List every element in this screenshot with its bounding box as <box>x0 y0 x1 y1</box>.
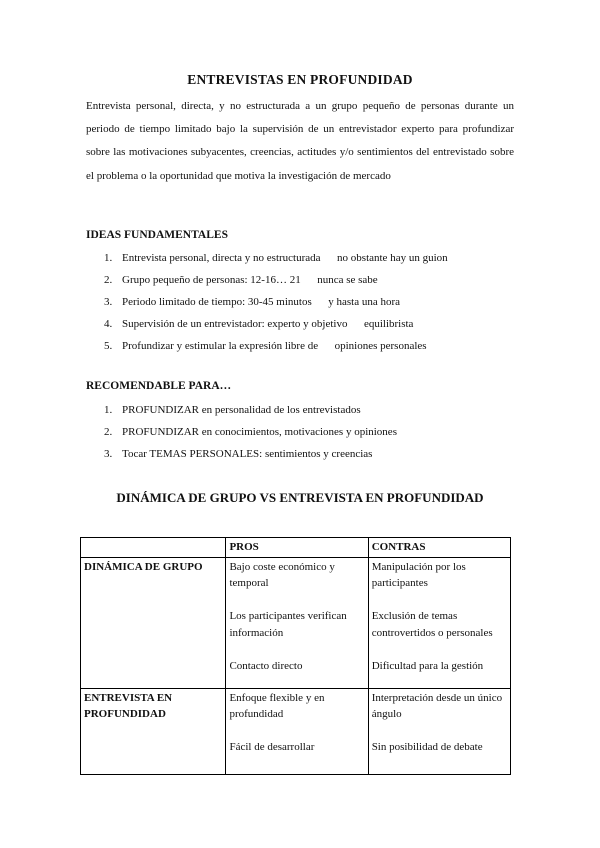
pros-cell <box>226 557 368 688</box>
list-item <box>86 269 448 291</box>
list-item-number: 3. <box>104 448 113 460</box>
contras-header: CONTRAS <box>368 538 510 558</box>
list-item-number: 2. <box>104 426 113 438</box>
list-item-number: 1. <box>104 252 113 264</box>
contras-item: Dificultad para la gestión <box>371 659 484 672</box>
row-label: DINÁMICA DE GRUPO <box>81 557 226 688</box>
contras-item: Exclusión de temas controvertidos o personales <box>371 610 493 639</box>
pros-item: Enfoque flexible y en profundidad <box>229 691 325 720</box>
recomendable-list <box>86 399 397 465</box>
list-item-text: Grupo pequeño de personas: 12-16… 21 nunca se sabe <box>122 274 378 286</box>
list-item-number: 5. <box>104 340 113 352</box>
contras-item: Interpretación desde un único ángulo <box>371 691 503 720</box>
pros-cell <box>226 688 368 774</box>
contras-item: Sin posibilidad de debate <box>371 741 483 753</box>
ideas-heading: IDEAS FUNDAMENTALES <box>86 229 228 241</box>
list-item <box>86 247 448 269</box>
contras-cell <box>368 557 510 688</box>
table-row <box>81 688 511 774</box>
list-item-number: 1. <box>104 404 113 416</box>
pros-item: Bajo coste económico y temporal <box>229 560 335 589</box>
list-item-text: Periodo limitado de tiempo: 30-45 minutos y hasta una hora <box>122 296 401 308</box>
list-item <box>86 335 448 357</box>
list-item-text: Entrevista personal, directa y no estructurada no obstante hay un guion <box>122 252 448 264</box>
comparison-title: DINÁMICA DE GRUPO VS ENTREVISTA EN PROFUNDIDAD <box>116 490 484 505</box>
list-item-text: PROFUNDIZAR en conocimientos, motivaciones y opiniones <box>122 426 397 438</box>
pros-item: Fácil de desarrollar <box>229 741 315 753</box>
list-item-number: 3. <box>104 296 113 308</box>
table-header-row <box>81 538 511 558</box>
list-item <box>86 313 448 335</box>
contras-cell <box>368 688 510 774</box>
table-corner-cell <box>81 538 226 558</box>
list-item <box>86 421 397 443</box>
list-item-text: PROFUNDIZAR en personalidad de los entrevistados <box>122 404 361 416</box>
list-item-text: Profundizar y estimular la expresión libre de opiniones personales <box>122 340 427 352</box>
list-item-number: 4. <box>104 318 113 330</box>
pros-item: Contacto directo <box>229 659 303 672</box>
page-title: ENTREVISTAS EN PROFUNDIDAD <box>187 72 413 87</box>
row-label: ENTREVISTA EN PROFUNDIDAD <box>81 688 226 774</box>
ideas-list <box>86 247 448 357</box>
list-item <box>86 291 448 313</box>
pros-item: Los participantes verifican información <box>229 610 347 639</box>
intro-paragraph: Entrevista personal, directa, y no estructurada a un grupo pequeño de personas durante un periodo de tiempo limitado bajo la supervisión de un entrevistador experto para profundizar sobre las motivaciones subyacentes, creencias, actitudes y/o sentimientos del entrevistado sobre el problema o la oportunidad que motiva la investigación de mercado <box>86 100 514 182</box>
comparison-table <box>80 537 511 775</box>
list-item-text: Supervisión de un entrevistador: experto y objetivo equilibrista <box>122 318 414 330</box>
list-item-number: 2. <box>104 274 113 286</box>
pros-header: PROS <box>226 538 368 558</box>
list-item-text: Tocar TEMAS PERSONALES: sentimientos y creencias <box>122 448 373 460</box>
recomendable-heading: RECOMENDABLE PARA… <box>86 380 232 392</box>
list-item <box>86 399 397 421</box>
list-item <box>86 443 397 465</box>
contras-item: Manipulación por los participantes <box>371 560 466 589</box>
table-row <box>81 557 511 688</box>
